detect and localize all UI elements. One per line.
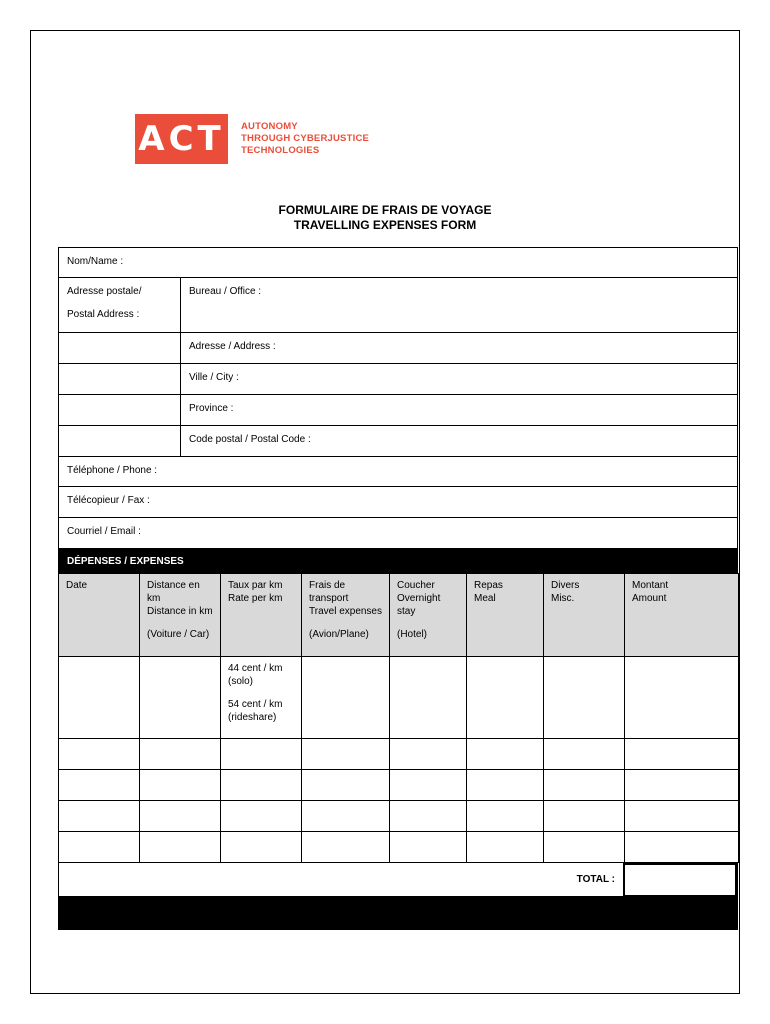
table-row [59, 657, 739, 739]
postal-office-row [58, 278, 738, 333]
expenses-table [58, 573, 739, 863]
col-amount: Montant Amount [625, 574, 739, 657]
postal-code-field[interactable]: Code postal / Postal Code : [189, 434, 311, 445]
city-field[interactable]: Ville / City : [189, 372, 239, 383]
province-row [58, 395, 738, 426]
phone-field[interactable]: Téléphone / Phone : [58, 457, 738, 487]
form-title-fr: FORMULAIRE DE FRAIS DE VOYAGE [278, 203, 492, 217]
address-row [58, 333, 738, 364]
col-transport: Frais de transport Travel expenses (Avion/Plane) [302, 574, 390, 657]
table-row [59, 739, 739, 770]
form-title-en: TRAVELLING EXPENSES FORM [293, 218, 477, 232]
address-field[interactable]: Adresse / Address : [189, 341, 276, 352]
rate-note: 44 cent / km (solo) 54 cent / km (rideshare) [221, 657, 302, 739]
fax-field[interactable]: Télécopieur / Fax : [58, 487, 738, 518]
city-row [58, 364, 738, 395]
total-field[interactable] [623, 863, 737, 897]
province-field[interactable]: Province : [189, 403, 234, 414]
footer-bar [58, 897, 738, 930]
email-field[interactable]: Courriel / Email : [58, 518, 738, 549]
table-row [59, 801, 739, 832]
col-misc: Divers Misc. [544, 574, 625, 657]
table-row [59, 832, 739, 863]
name-field[interactable] [58, 247, 738, 278]
col-rate: Taux par km Rate per km [221, 574, 302, 657]
logo-mark: ACT [135, 114, 228, 164]
act-logo [135, 114, 395, 164]
col-date: Date [59, 574, 140, 657]
total-row [58, 863, 738, 897]
col-overnight: Coucher Overnight stay (Hotel) [390, 574, 467, 657]
office-field[interactable]: Bureau / Office : [189, 286, 262, 297]
expense-form [58, 247, 738, 930]
postal-address-cell: Adresse postale/ Postal Address : [59, 278, 181, 332]
name-label: Nom/Name : [67, 256, 124, 267]
expenses-header-row [59, 574, 739, 657]
logo-wordmark: AUTONOMY THROUGH CYBERJUSTICE TECHNOLOGIES [241, 121, 370, 156]
total-label: TOTAL : [576, 874, 615, 885]
postal-code-row [58, 426, 738, 457]
expenses-section-header: DÉPENSES / EXPENSES [58, 549, 738, 573]
col-meal: Repas Meal [467, 574, 544, 657]
col-distance: Distance en km Distance in km (Voiture / Car) [140, 574, 221, 657]
table-row [59, 770, 739, 801]
